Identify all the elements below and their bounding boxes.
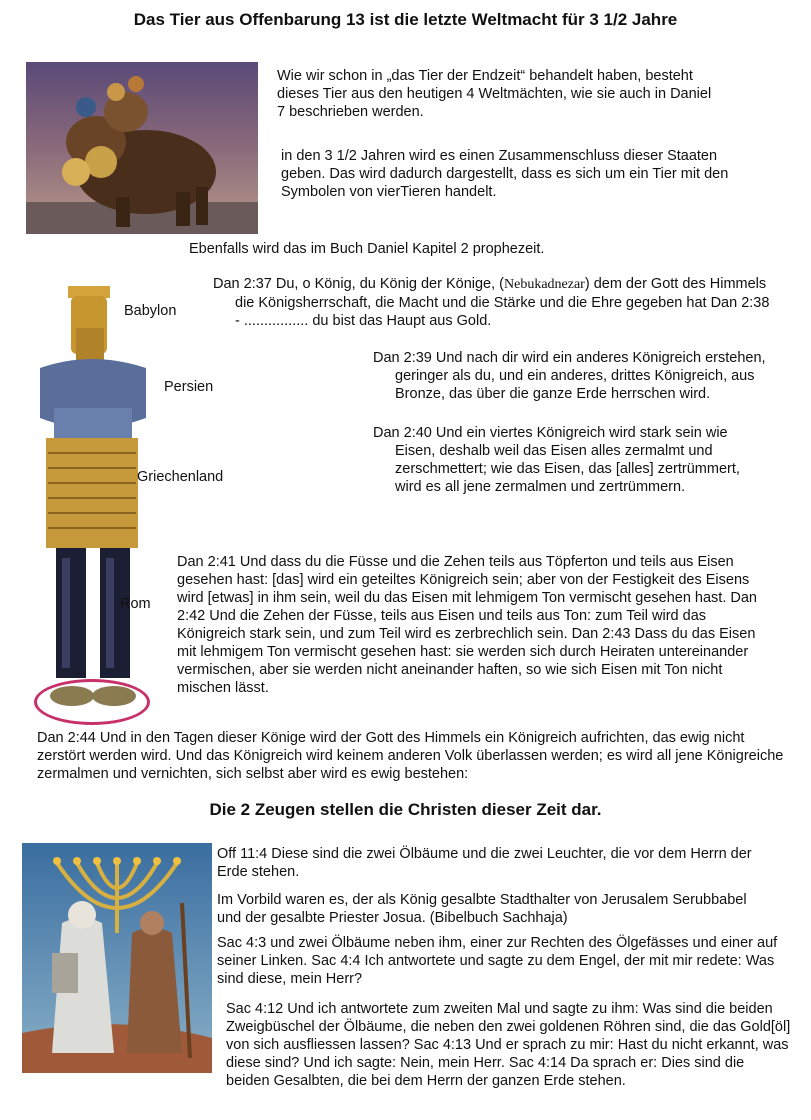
verse-sac-4-3-4: Sac 4:3 und zwei Ölbäume neben ihm, einer zur Rechten des Ölgefässes und einer auf seiner Linken. Sac 4:4 Ich antwortete und sagte zu dem Engel, der mit mir redete: Was sind diese, mein Herr?: [217, 935, 778, 987]
statue-image: [26, 268, 159, 716]
nebukadnezar-name: Nebukadnezar: [504, 277, 585, 292]
verse-dan-2-37-post: ) dem der Gott des Himmels die Königsherrschaft, die Macht und die Stärke und die Ehre gegeben hat Dan 2:38 - ................ du bist das Haupt aus Gold.: [235, 276, 770, 329]
page-title: Das Tier aus Offenbarung 13 ist die letzte Weltmacht für 3 1/2 Jahre: [133, 10, 678, 29]
intro-paragraph-2: in den 3 1/2 Jahren wird es einen Zusammenschluss dieser Staaten geben. Das wird dadurch dargestellt, dass es sich um ein Tier mit den Symbolen von vierTieren handelt.: [281, 148, 729, 200]
verse-dan-2-40: Dan 2:40 Und ein viertes Königreich wird stark sein wie Eisen, deshalb weil das Eisen alles zermalmt und zerschmettert; wie das Eisen, das [alles] zertrümmert, wird es all jene zermalmen und zertrümmern.: [373, 425, 740, 495]
verse-off-11-4: Off 11:4 Diese sind die zwei Ölbäume und die zwei Leuchter, die vor dem Herrn der Erde stehen.: [217, 846, 752, 880]
verse-sac-4-12-14: Sac 4:12 Und ich antwortete zum zweiten Mal und sagte zu ihm: Was sind die beiden Zweigbüschel der Ölbäume, die neben den zwei goldenen Röhren sind, die das Gold[öl] von sich ausfliessen lassen? Sac 4:13 Und er sprach zu mir: Hast du nicht erkannt, was diese sind? Und ich sagte: Nein, mein Herr. Sac 4:14 Da sprach er: Dies sind die beiden Gesalbten, die bei dem Herrn der ganzen Erde stehen.: [226, 1001, 791, 1089]
daniel-intro: Ebenfalls wird das im Buch Daniel Kapitel 2 prophezeit.: [189, 241, 545, 257]
label-persien: Persien: [164, 379, 214, 395]
label-babylon: Babylon: [124, 303, 177, 319]
verse-dan-2-44: Dan 2:44 Und in den Tagen dieser Könige wird der Gott des Himmels ein Königreich aufrichten, das ewig nicht zerstört werden wird. Und das Königreich wird keinem anderen Volk überlassen werden; es wird all jene Königreiche zermalmen und vernichten, sich selbst aber wird es ewig bestehen:: [37, 730, 784, 782]
two-witnesses-image: [22, 843, 212, 1073]
verse-dan-2-39: Dan 2:39 Und nach dir wird ein anderes Königreich erstehen, geringer als du, und ein anderes, drittes Königreich, aus Bronze, das über die ganze Erde herrschen wird.: [373, 350, 766, 402]
feet-highlight-oval: [34, 679, 150, 725]
section-title-zeugen: Die 2 Zeugen stellen die Christen dieser Zeit dar.: [209, 800, 602, 819]
verse-dan-2-41-43: Dan 2:41 Und dass du die Füsse und die Zehen teils aus Töpferton und teils aus Eisen gesehen hast: [das] wird ein geteiltes Königreich sein; aber von der Festigkeit des Eisens wird [etwas] in ihm sein, weil du das Eisen mit lehmigem Ton vermischt gesehen hast. Dan 2:42 Und die Zehen der Füsse, teils aus Eisen und teils aus Ton: zum Teil wird das Königreich stark sein, und zum Teil wird es zerbrechlich sein. Dan 2:43 Dass du das Eisen mit lehmigem Ton vermischt gesehen hast: sie werden sich durch Heiraten untereinander vermischen, aber sie werden nicht aneinander haften, so wie sich Eisen mit Ton nicht mischen lässt.: [177, 554, 757, 696]
label-griechenland: Griechenland: [137, 469, 224, 485]
verse-dan-2-37: [213, 275, 775, 330]
label-rom: Rom: [120, 596, 151, 612]
intro-paragraph-1: Wie wir schon in „das Tier der Endzeit“ behandelt haben, besteht dieses Tier aus den heutigen 4 Weltmächten, wie sie auch in Daniel 7 beschrieben werden.: [277, 68, 712, 120]
beast-image: [26, 62, 258, 234]
vorbild-paragraph: Im Vorbild waren es, der als König gesalbte Stadthalter von Jerusalem Serubbabel und der gesalbte Priester Josua. (Bibelbuch Sachhaja): [217, 892, 747, 926]
verse-dan-2-37-pre: Dan 2:37 Du, o König, du König der Könige, (: [213, 276, 504, 292]
